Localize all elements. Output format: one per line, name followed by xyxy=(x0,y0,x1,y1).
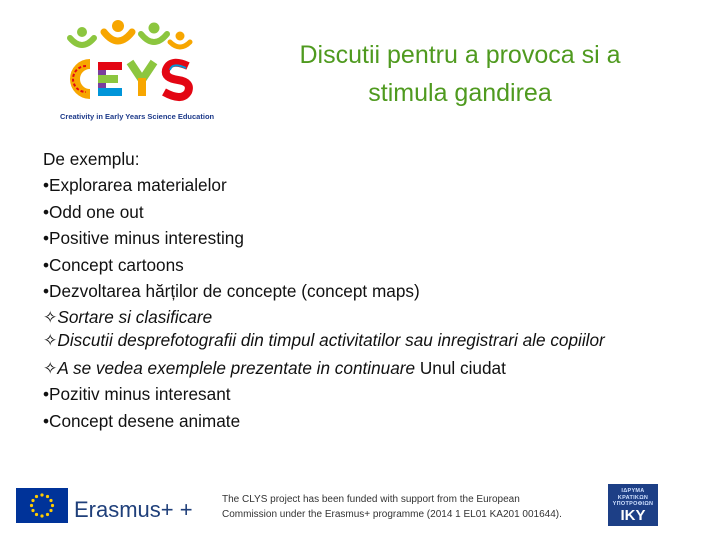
ceys-logo xyxy=(52,18,215,122)
disclaimer-line-2: Commission under the Erasmus+ programme (2014 1 EL01 KA201 001644). xyxy=(222,509,562,520)
list-item-label-italic: A se vedea exemplele prezentate in continuare xyxy=(57,357,416,378)
funding-disclaimer xyxy=(222,492,594,522)
list-item xyxy=(43,278,683,304)
bullet-icon: • xyxy=(43,175,50,196)
eu-flag-icon xyxy=(16,488,68,523)
list-item xyxy=(43,331,683,355)
list-item xyxy=(43,252,683,278)
intro-text: De exemplu: xyxy=(43,149,140,169)
list-item xyxy=(43,199,683,225)
logo-wordmark-icon xyxy=(73,62,189,97)
list-item-label: Concept cartoons xyxy=(49,254,184,275)
iky-subtitle: ΙΔΡΥΜΑ ΚΡΑΤΙΚΩΝ ΥΠΟΤΡΟΦΙΩΝ xyxy=(612,488,654,507)
diamond-bullet-icon: ✧ xyxy=(43,307,58,328)
logo-figures-icon xyxy=(70,20,190,47)
list-item-label: Unul ciudat xyxy=(415,357,506,378)
iky-label: IKY xyxy=(620,507,646,524)
list-item-label: Pozitiv minus interesant xyxy=(49,384,231,405)
title-line-1: Discutii pentru a provoca si a xyxy=(299,41,621,69)
bullet-icon: • xyxy=(43,410,50,431)
list-item xyxy=(43,172,683,198)
list-item-label: Explorarea materialelor xyxy=(49,175,227,196)
bullet-icon: • xyxy=(43,254,50,275)
list-item-label: Concept desene animate xyxy=(49,410,241,431)
erasmus-logo-text: Erasmus+ + xyxy=(74,497,193,522)
list-item-label: Discutii desprefotografii din timpul activitatilor sau inregistrari ale copiilor xyxy=(57,329,605,350)
logo-caption: Creativity in Early Years Science Education xyxy=(60,112,215,121)
title-line-2: stimula gandirea xyxy=(368,79,552,107)
content-list xyxy=(43,146,683,434)
page-title xyxy=(240,36,680,112)
bullet-icon: • xyxy=(43,228,50,249)
list-item xyxy=(43,408,683,434)
bullet-icon: • xyxy=(43,384,50,405)
list-item-label: Positive minus interesting xyxy=(49,228,244,249)
diamond-bullet-icon: ✧ xyxy=(43,357,58,378)
list-item-label: Odd one out xyxy=(49,201,144,222)
list-item xyxy=(43,355,683,381)
list-item xyxy=(43,304,683,330)
bullet-icon: • xyxy=(43,281,50,302)
list-item xyxy=(43,381,683,407)
bullet-icon: • xyxy=(43,201,50,222)
iky-logo xyxy=(608,484,658,526)
diamond-bullet-icon: ✧ xyxy=(43,329,58,350)
list-item-label: Sortare si clasificare xyxy=(57,307,213,328)
list-item xyxy=(43,225,683,251)
disclaimer-line-1: The CLYS project has been funded with support from the European xyxy=(222,494,520,505)
list-item-label: Dezvoltarea hărților de concepte (concept maps) xyxy=(49,281,420,302)
